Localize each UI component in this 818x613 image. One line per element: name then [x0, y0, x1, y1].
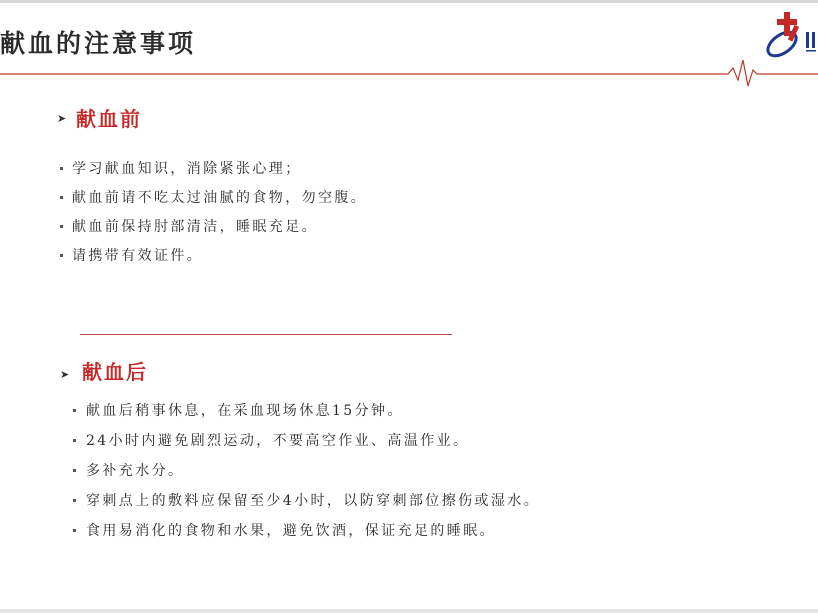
slide-title: 献血的注意事项 [0, 29, 197, 58]
bullet-dot-icon [73, 499, 76, 502]
after-item: 穿刺点上的敷料应保留至少4小时，以防穿刺部位擦伤或湿水。 [86, 493, 541, 509]
after-item: 多补充水分。 [86, 463, 185, 479]
bullet-dot-icon [60, 167, 63, 170]
section-divider [80, 334, 452, 335]
section-heading-after: 献血后 [82, 360, 148, 384]
bullet-dot-icon [60, 254, 63, 257]
arrow-bullet-icon: ➤ [60, 368, 70, 381]
before-item: 请携带有效证件。 [72, 248, 204, 264]
blood-center-logo-icon [760, 8, 818, 70]
bullet-dot-icon [73, 439, 76, 442]
bullet-dot-icon [60, 225, 63, 228]
before-item: 献血前请不吃太过油腻的食物，勿空腹。 [72, 190, 368, 206]
after-item: 食用易消化的食物和水果，避免饮酒，保证充足的睡眠。 [86, 523, 496, 539]
before-item: 学习献血知识，消除紧张心理； [72, 161, 302, 177]
after-item: 献血后稍事休息，在采血现场休息15分钟。 [86, 403, 404, 419]
bullet-dot-icon [60, 196, 63, 199]
bullet-dot-icon [73, 529, 76, 532]
header-pulse-line [0, 0, 818, 100]
arrow-bullet-icon: ➤ [57, 112, 67, 125]
bullet-dot-icon [73, 469, 76, 472]
after-item: 24小时内避免剧烈运动，不要高空作业、高温作业。 [86, 433, 470, 449]
bullet-dot-icon [73, 409, 76, 412]
bottom-border [0, 609, 818, 613]
before-item: 献血前保持肘部清洁，睡眠充足。 [72, 219, 318, 235]
section-heading-before: 献血前 [76, 107, 142, 131]
